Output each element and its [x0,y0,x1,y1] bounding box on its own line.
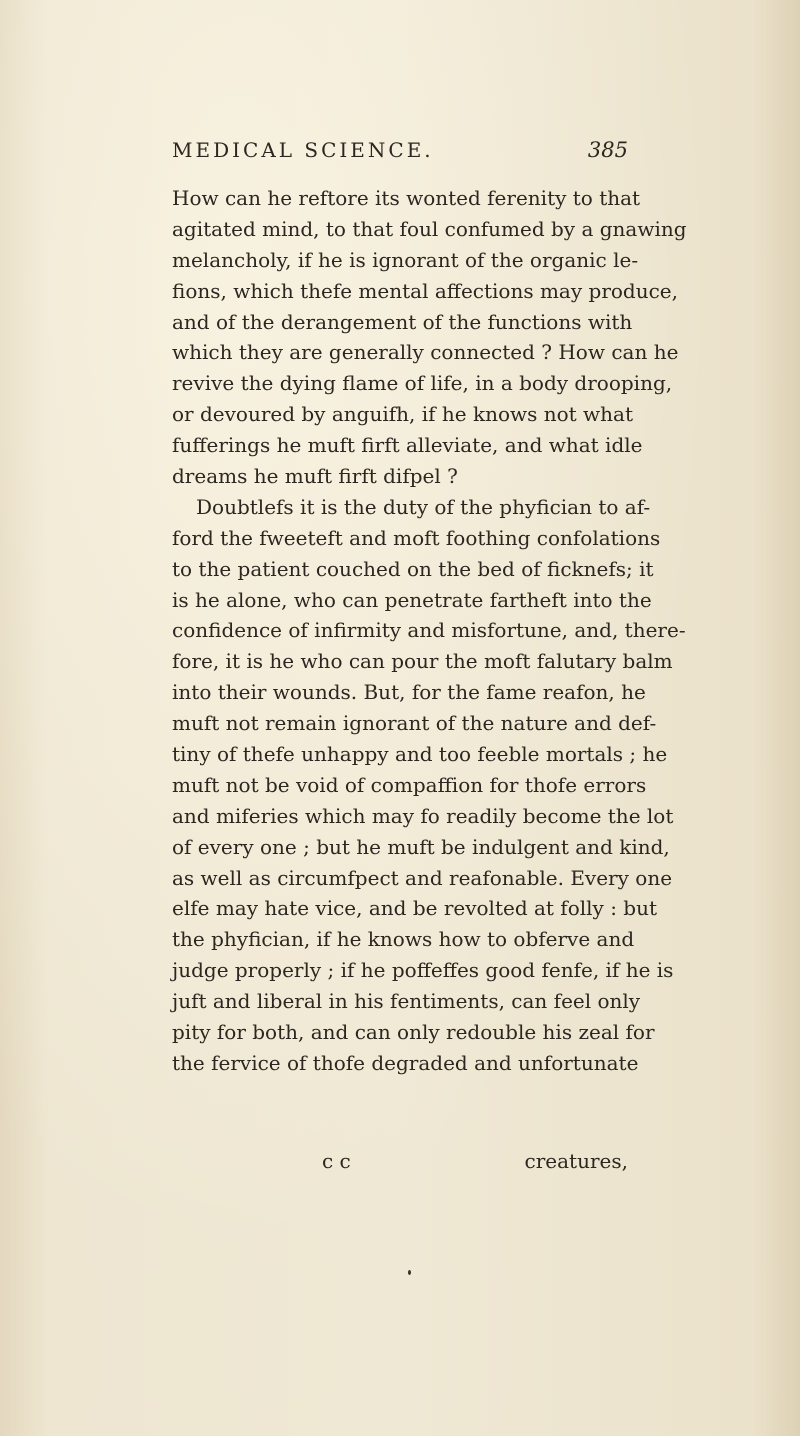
page-footer [172,1146,628,1176]
text-line: or devoured by anguifh, if he knows not what [172,402,634,427]
text-line: muft not be void of compaffion for thofe errors [172,772,647,797]
text-line: which they are generally connected ? How can he [172,340,679,365]
text-line: the phyfician, if he knows how to obferve and [172,927,635,952]
text-line: melancholy, if he is ignorant of the organic le- [172,247,639,272]
body-text [172,183,687,1079]
text-line: revive the dying flame of life, in a body drooping, [172,371,673,396]
text-line: fore, it is he who can pour the moft falutary balm [172,649,673,674]
text-line: judge properly ; if he poffeffes good fenfe, if he is [172,958,674,983]
signature-mark: c c [322,1149,351,1173]
text-line: fufferings he muft firft alleviate, and what idle [172,433,643,458]
running-head: MEDICAL SCIENCE. [172,138,434,162]
text-line: tiny of thefe unhappy and too feeble mortals ; he [172,742,668,767]
text-line: to the patient couched on the bed of ficknefs; it [172,556,654,581]
text-line: is he alone, who can penetrate fartheft into the [172,587,652,612]
text-line-paragraph-start: Doubtlefs it is the duty of the phyfician to af- [196,494,651,519]
text-line-paragraph-end: dreams he muft firft difpel ? [172,464,458,489]
text-line: muft not remain ignorant of the nature and def- [172,711,657,736]
text-line: agitated mind, to that foul confumed by a gnawing [172,216,687,241]
text-line: the fervice of thofe degraded and unfortunate [172,1050,639,1075]
text-line: pity for both, and can only redouble his zeal for [172,1020,655,1045]
text-line: into their wounds. But, for the fame reafon, he [172,680,646,705]
text-line: juft and liberal in his fentiments, can feel only [172,989,641,1014]
text-line: and miferies which may fo readily become the lot [172,803,674,828]
text-line: elfe may hate vice, and be revolted at folly : but [172,896,658,921]
text-line: and of the derangement of the functions with [172,309,633,334]
catchword: creatures, [524,1149,628,1173]
text-line: ford the fweeteft and moft foothing confolations [172,525,661,550]
text-line: How can he reftore its wonted ferenity to that [172,186,641,210]
page-header [172,138,628,170]
ink-speck [408,1270,411,1275]
text-line: confidence of infirmity and misfortune, and, there- [172,618,686,643]
text-line: fions, which thefe mental affections may produce, [172,278,678,303]
text-line: as well as circumfpect and reafonable. Every one [172,865,673,890]
text-line: of every one ; but he muft be indulgent and kind, [172,834,670,859]
page-number: 385 [587,138,628,162]
